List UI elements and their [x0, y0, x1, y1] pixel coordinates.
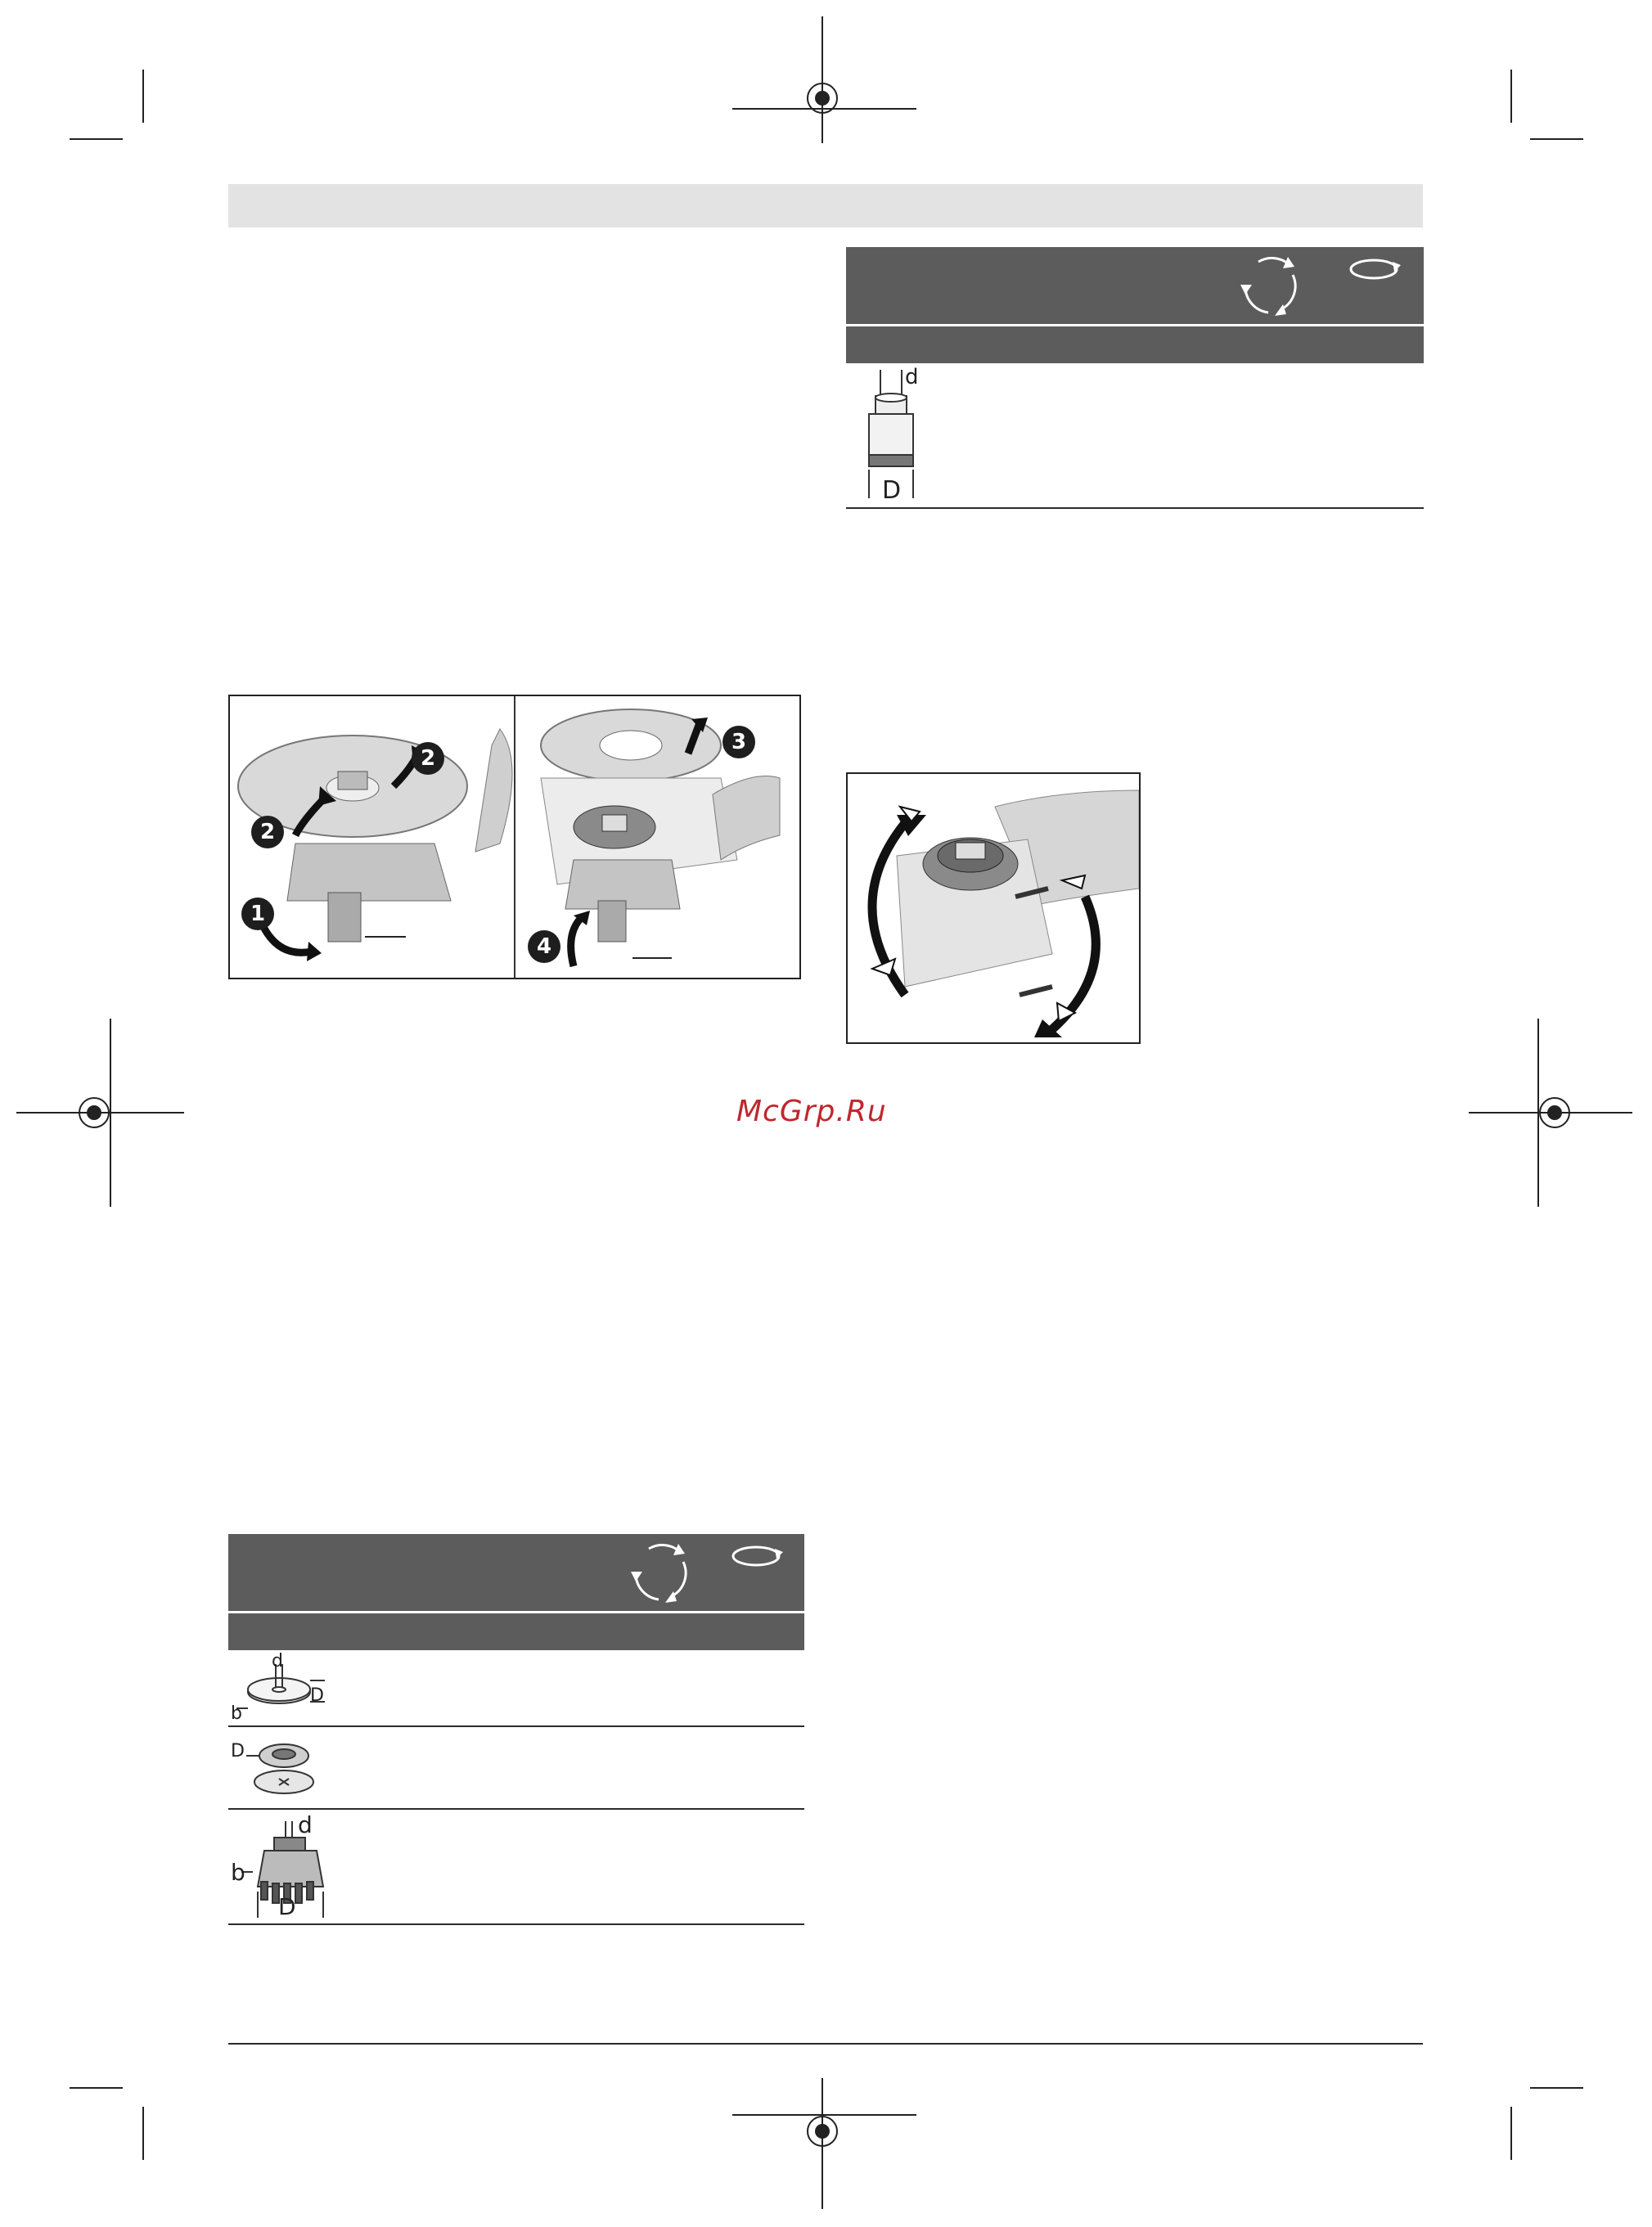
page-header-band: [228, 184, 1423, 227]
table-left-rule-2: [228, 1808, 804, 1810]
step-1-badge: 1: [241, 898, 274, 930]
core-bit-label-D: D: [882, 476, 902, 505]
table-right-subheader: [846, 324, 1424, 363]
figure-guard-removal: [228, 695, 801, 979]
disc-label-D: D: [310, 1685, 324, 1706]
cup-brush-label-d: d: [298, 1811, 313, 1838]
cup-brush-label-b: b: [231, 1859, 245, 1886]
rotation-direction-icon: [729, 1542, 786, 1570]
table-left-rule-1: [228, 1725, 804, 1727]
table-right-header: [846, 247, 1424, 324]
figure-guard-rotation: [846, 772, 1141, 1044]
watermark-text: McGrp.Ru: [736, 1095, 887, 1128]
step-4-badge: 4: [528, 930, 560, 963]
page-footer-rule: [228, 2043, 1423, 2045]
grinder-guard-adjust-illustration: [848, 774, 1139, 1042]
table-left-rule-3: [228, 1923, 804, 1925]
core-bit-label-d: d: [905, 365, 919, 389]
cup-brush-label-D: D: [278, 1893, 296, 1920]
recycle-arrows-icon: [624, 1537, 698, 1608]
table-left-header: [228, 1534, 804, 1611]
table-right-bottom-rule: [846, 507, 1424, 509]
step-2-badge-left: 2: [251, 816, 284, 848]
grinder-disc-change-illustration: [230, 696, 799, 978]
rotation-direction-icon: [1347, 255, 1404, 283]
recycle-arrows-icon: [1234, 250, 1308, 321]
fiber-disc-label-D: D: [231, 1741, 245, 1761]
step-2-badge-right: 2: [412, 742, 444, 775]
disc-label-b: b: [231, 1703, 242, 1724]
table-left-subheader: [228, 1611, 804, 1650]
disc-label-d: d: [272, 1651, 283, 1671]
step-3-badge: 3: [722, 726, 755, 758]
